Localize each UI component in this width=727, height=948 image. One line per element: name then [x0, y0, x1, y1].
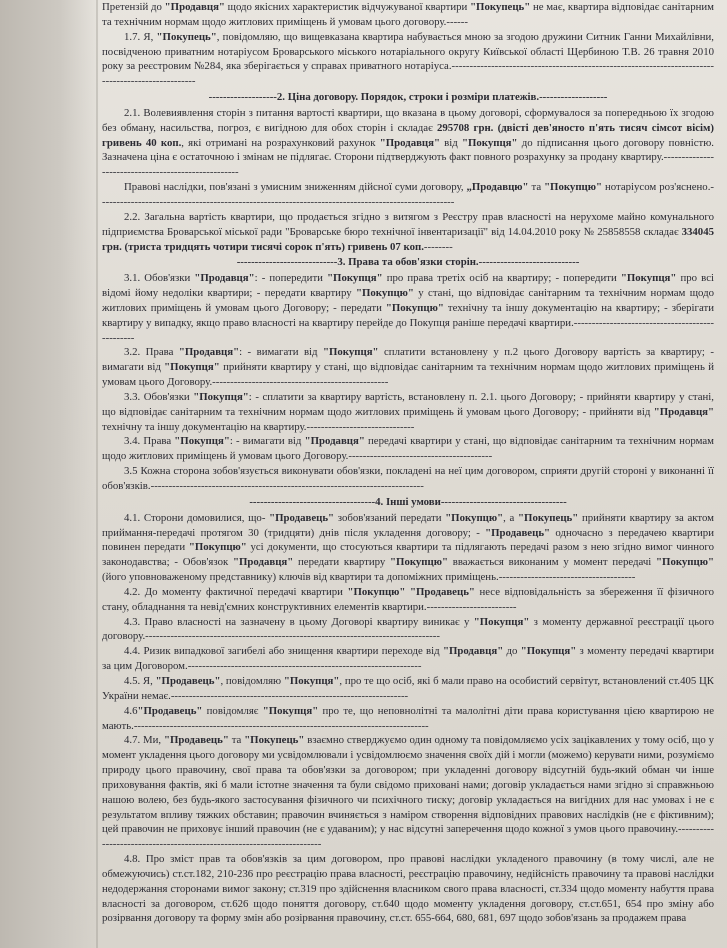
- paragraph-4-4: 4.4. Ризик випадкової загибелі або знищення квартири переходе від "Продавця" до "Покупця" з моменту передачі квартири за цим Договором.-----------------------------------------------------------------: [102, 645, 714, 673]
- bold-term: "Покупцю": [445, 511, 504, 524]
- paragraph-4-7: 4.7. Ми, "Продавець" та "Покупець" взаємно стверджуємо один одному та повідомляємо усіх зацікавлених у тому осіб, що у момент укладення цього договору ми усвідомлювали і усвідомлюємо значення своїх дій і могли (можемо) керувати ними, розуміємо природу цього правочину, свої права та обов'язки за договором; при укладенні договору відсутній будь-який обман чи інше приховування фактів, які б мали істотне значення та були свідомо приховані нами; договір укладається нами згідно зі справжньою нашою волею, без будь-якого застосування фізичного чи психічного тиску; договір укладається на вигідних для нас умовах і не є результатом впливу тяжких обставин; правочин вчиняється з наміром створення відповідних правових наслідків (не є фіктивним); цей правочин не приховує інший правочин (не є удаваним); у нас відсутні заперечення щодо кожної з умов цього правочину.-----------------------------------------------------------------------: [102, 734, 715, 851]
- bold-term: "Продавець": [269, 511, 335, 524]
- document-body: [102, 0, 714, 926]
- section-heading-2: -------------------2. Ціна договору. Порядок, строки і розміри платежів.-------------------: [208, 91, 608, 104]
- bold-term: "Продавця": [653, 405, 714, 418]
- paragraph-1-7: 1.7. Я, "Покупець", повідомляю, що вищевказана квартира набувається мною за згодою дружини Ситник Ганни Михайлівни, посвідченою приватним нотаріусом Броварського міського нотаріального округу Київської області Щербиною Т.В. 26 травня 2010 року за реєстровим №284, яка зберігається у справах приватного нотаріуса.---------------------------------------------------------------------------------------------------: [102, 30, 715, 88]
- paragraph-3-3: 3.3. Обов'язки "Покупця": - сплатити за квартиру вартість, встановлену п. 2.1. цього Договору; - прийняти квартиру у стані, що відповідає санітарним та технічним нормам щодо житлових приміщень й умовам цього Договору; - прийняти від "Продавця" технічну та іншу документацію на квартиру.------------------------------: [102, 390, 714, 433]
- bold-term: "Покупця": [473, 615, 530, 628]
- bold-term: "Продавець": [163, 734, 229, 747]
- bold-term: "Покупець": [518, 511, 579, 524]
- section-heading-4: -----------------------------------4. Інші умови-----------------------------------: [249, 495, 567, 508]
- bold-term: "Продавця": [194, 272, 255, 285]
- bold-term: "Покупцю": [385, 301, 444, 314]
- bold-term: "Продавця": [233, 556, 294, 569]
- bold-term: "Продавця": [178, 346, 240, 359]
- paragraph-4-5: 4.5. Я, "Продавець", повідомляю "Покупця", про те що осіб, які б мали право на особистий сервітут, встановлений ст.405 ЦК України немає.------------------------------------------------------------------: [102, 674, 714, 702]
- paragraph-4-8: 4.8. Про зміст прав та обов'язків за цим договором, про правові наслідки укладеного правочину (в тому числі, але не обмежуючись) ст.ст.182, 210-236 про реєстрацію права власності, реєстрацію правочину, недійсність правочину та правові наслідки недодержання сторонами вимог закону; ст.319 про здійснення власником свого права власності, ст.334 щодо моменту набуття права власності за договором, ст.626 щодо поняття договору, ст.640 щодо моменту укладення договору, ст.ст.651, 654 про зміну або розірвання договору та форму змін або розірвання правочину, ст.ст. 655-664, 680, 681, 697 щодо зобов'язань за продажем права: [102, 853, 714, 925]
- bold-term: "Продавця": [379, 136, 440, 149]
- bold-term: "Продавця": [442, 645, 504, 658]
- bold-term: "Покупцю": [656, 556, 714, 569]
- paragraph-3-4: 3.4. Права "Покупця": - вимагати від "Продавця" передачі квартири у стані, що відповідає санітарним та технічним нормам щодо житлових приміщень й умовам цього Договору.----------------------------------------: [102, 435, 714, 463]
- bold-term: "Покупцю": [355, 287, 414, 300]
- bold-term: "Покупцю": [544, 181, 603, 194]
- bold-term: "Продавець": [410, 585, 475, 598]
- paragraph-3-1: 3.1. Обов'язки "Продавця": - попередити "Покупця" про права третіх осіб на квартиру; - попередити "Покупця" про всі відомі йому недоліки квартири; - передати квартиру "Покупцю" у стані, що відповідає санітарним та технічним нормам щодо житлових приміщень й умовам цього Договору; - передати "Покупцю" технічну та іншу документацію на квартиру; - зберігати квартиру у випадку, якщо право власності на квартиру перейде до Покупця раніше передачі квартири.------------------------------------------------: [102, 272, 714, 344]
- paragraph-4-3: 4.3. Право власності на зазначену в цьому Договорі квартиру виникає у "Покупця" з моменту державної реєстрації цього договору.----------------------------------------------------------------------------------: [102, 615, 715, 643]
- bold-term: "Покупця": [620, 272, 677, 285]
- bold-term: "Продавця": [304, 435, 365, 448]
- paragraph-claims: Претензій до "Продавця" щодо якісних характеристик відчужуваної квартири "Покупець" не має, квартира відповідає санітарним та технічним нормам щодо житлових приміщень й умовам цього договору.------: [102, 1, 714, 28]
- bold-term: "Покупця": [327, 272, 383, 285]
- bold-term: "Покупця": [283, 674, 340, 687]
- bold-term: "Покупця": [193, 390, 249, 403]
- bold-term: "Продавець": [485, 526, 551, 539]
- paragraph-4-6: 4.6"Продавець" повідомляє "Покупця" про те, що неповнолітні та малолітні діти права користування цією квартирою не мають.----------------------------------------------------------------------------------: [102, 704, 715, 732]
- paragraph-2-2: 2.2. Загальна вартість квартири, що продається згідно з витягом з Реєстру прав власності на нерухоме майно комунального підприємства Броварської міської ради "Броварське бюро технічної інвентаризації" від 14.04.2010 року № 25858558 складає 334045 грн. (триста тридцять чотири тисячі сорок п'ять) гривень 07 коп.--------: [102, 210, 714, 253]
- paragraph-4-1: 4.1. Сторони домовилися, що- "Продавець" зобов'язаний передати "Покупцю", а "Покупець" прийняти квартиру за актом приймання-передачі протягом 30 (тридцяти) днів після укладення договору; - "Продавець" одночасно з передачею квартири повинен передати "Покупцю" усі документи, що стосуються квартири та підлягають передачі разом з нею згідно вимог чинного законодавства; - Обов'язок "Продавця" передати квартиру "Покупцю" вважається виконаним у момент передачі "Покупцю" (його уповноваженому представнику) ключів від квартири та допоміжних приміщень.--------------------------------------: [102, 511, 714, 584]
- paragraph-legal-consequences: Правові наслідки, пов'язані з умисним зниженням дійсної суми договору, „Продавцю" та "Покупцю" нотаріусом роз'яснено.---------------------------------------------------------------------------------------------------: [102, 181, 714, 208]
- bold-term: "Покупця": [323, 346, 379, 359]
- bold-term: "Покупця": [164, 361, 220, 374]
- paragraph-3-5: 3.5 Кожна сторона зобов'язується виконувати обов'язки, покладені на неї цим договором, сприяти другій стороні у виконанні її обов'язків.----------------------------------------------------------------------------: [102, 465, 714, 492]
- bold-term: 295708 грн. (двісті дев'яносто п'ять тисяч сімсот вісім) гривень 40 коп.: [102, 121, 714, 149]
- bold-term: "Покупця": [174, 435, 230, 448]
- bold-term: "Покупцю": [188, 541, 247, 554]
- section-heading-3: ----------------------------3. Права та обов'язки сторін.----------------------------: [236, 256, 580, 269]
- bold-term: "Покупця": [262, 704, 319, 717]
- bold-term: "Покупця": [461, 136, 518, 149]
- bold-term: "Продавець": [137, 704, 203, 717]
- page-fold: [96, 0, 98, 948]
- bold-term: "Покупець": [244, 734, 305, 747]
- bold-term: "Покупець": [470, 1, 531, 13]
- bold-term: "Продавця": [164, 1, 225, 13]
- bold-term: "Покупцю": [347, 585, 406, 598]
- paragraph-3-2: 3.2. Права "Продавця": - вимагати від "Покупця" сплатити встановлену у п.2 цього Договору вартість за квартиру; - вимагати від "Покупця" прийняти квартиру у стані, що відповідає санітарним та технічним нормам щодо житлових приміщень й умовам цього Договору.-------------------------------------------------: [102, 346, 714, 389]
- page-shadow: [0, 0, 100, 948]
- bold-term: "Продавець": [155, 674, 221, 687]
- bold-term: „Продавцю": [466, 181, 529, 194]
- bold-term: "Покупець": [156, 30, 217, 43]
- paragraph-2-1: 2.1. Волевиявлення сторін з питання вартості квартири, що вказана в цьому договорі, сформувалося за попередньою їх згодою без обману, насильства, погроз, є вигідною для обох сторін і складає 295708 грн. (двісті дев'яносто п'ять тисяч сімсот вісім) гривень 40 коп., які отримані на розрахунковий рахунок "Продавця" від "Покупця" до підписання цього договору повністю. Зазначена ціна є остаточною і змінам не підлягає. Сторони підтверджують факт повного розрахунку за продану квартиру.----------------------------------------------------: [102, 106, 715, 179]
- bold-term: "Покупця": [520, 645, 577, 658]
- bold-term: 334045 грн. (триста тридцять чотири тисячі сорок п'ять) гривень 07 коп.: [102, 225, 714, 253]
- paragraph-4-2: 4.2. До моменту фактичної передачі квартири "Покупцю" "Продавець" несе відповідальність за збереження її фізичного стану, обладнання та невід'ємних конструктивних елементів квартири.-------------------------: [102, 585, 715, 613]
- bold-term: "Покупцю": [390, 556, 448, 569]
